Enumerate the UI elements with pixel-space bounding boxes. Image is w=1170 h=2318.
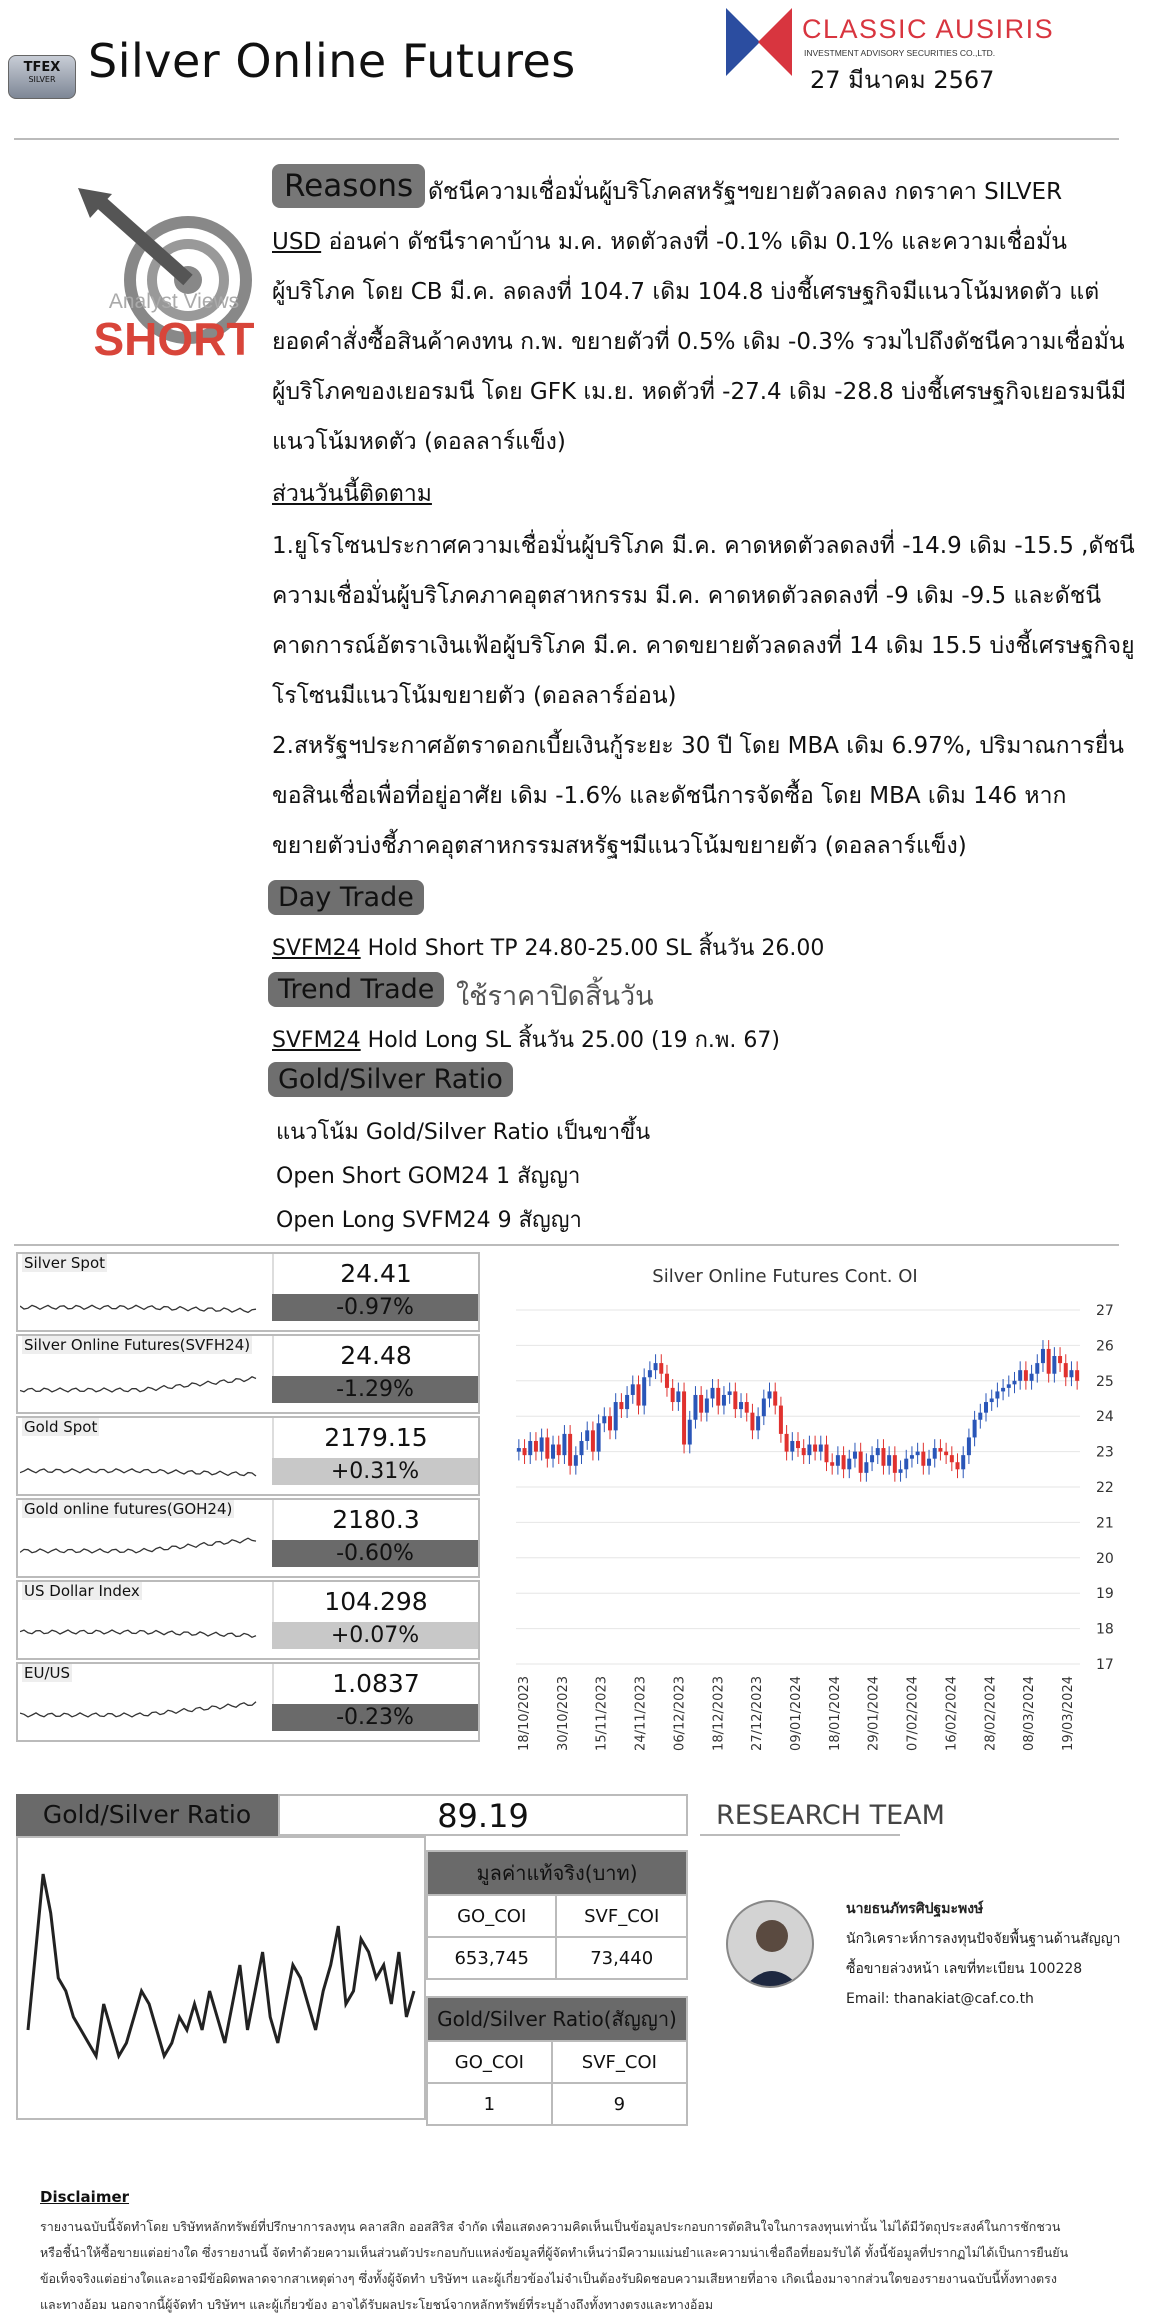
x-tick-label: 18/01/2024 [827,1676,843,1751]
day-trade-tag: Day Trade [268,880,424,915]
x-tick-label: 15/11/2023 [594,1676,610,1751]
candle-body [682,1391,686,1444]
candle-body [1012,1381,1016,1385]
analyst-email[interactable]: Email: thanakiat@caf.co.th [846,1991,1034,2007]
tile-value: 24.41 [272,1254,478,1294]
candle-body [619,1402,623,1409]
follow-line-4: โรโซนมีแนวโน้มขยายตัว (ดอลลาร์อ่อน) [272,683,677,709]
candle-body [562,1434,566,1455]
candle-body [523,1448,527,1455]
candle-body [648,1370,652,1377]
candle-body [819,1445,823,1452]
candle-body [517,1448,521,1452]
candle-body [773,1391,777,1405]
header-divider [14,138,1119,140]
candle-body [625,1395,629,1409]
analyst-license: ซื้อขายล่วงหน้า เลขที่ทะเบียน 100228 [846,1961,1083,1977]
candle-body [779,1406,783,1434]
tile-name: Gold online futures(GOH24) [24,1500,233,1518]
candle-body [961,1455,965,1469]
candle-body [1075,1370,1079,1381]
follow-line-2: ความเชื่อมั่นผู้บริโภคภาคอุตสาหกรรม มี.ค. คาดหดตัวลดลงที่ -9 เดิม -9.5 และดัชนี [272,583,1102,609]
tile-name: EU/US [24,1664,71,1682]
candle-body [921,1452,925,1466]
candle-body [847,1459,851,1470]
candle-body [614,1402,618,1430]
candle-body [728,1391,732,1395]
y-tick-label: 20 [1096,1550,1114,1567]
follow-line-5: 2.สหรัฐฯประกาศอัตราดอกเบี้ยเงินกู้ระยะ 30 ปี โดย MBA เดิม 6.97%, ปริมาณการยื่น [272,733,1125,759]
y-tick-label: 19 [1096,1586,1114,1603]
candle-body [842,1455,846,1469]
candle-body [699,1395,703,1413]
y-tick-label: 22 [1096,1480,1114,1496]
x-tick-label: 24/11/2023 [633,1676,649,1751]
candle-body [1069,1370,1073,1377]
tile-value: 2179.15 [272,1418,478,1458]
candle-body [910,1455,914,1459]
silver-oi-chart [500,1252,1140,1782]
candle-body [1064,1363,1068,1377]
col-svf-coi-2: SVF_COI [552,2041,687,2083]
candle-body [585,1430,589,1441]
candle-body [1030,1374,1034,1381]
candle-body [830,1462,834,1466]
val-go-coi-2: 1 [427,2083,552,2125]
candle-body [602,1416,606,1423]
candle-body [688,1420,692,1445]
candle-body [693,1395,697,1420]
x-tick-label: 18/12/2023 [711,1676,727,1751]
y-tick-label: 21 [1096,1515,1114,1532]
candle-body [824,1445,828,1463]
candle-body [870,1455,874,1462]
candle-body [881,1448,885,1466]
candle-body [733,1391,737,1409]
candle-body [802,1448,806,1455]
reasons-line-5: ผู้บริโภคของเยอรมนี โดย GFK เม.ย. หดตัวที่ -27.4 เดิม -28.8 บ่งชี้เศรษฐกิจเยอรมนีมี [272,379,1127,405]
follow-line-6: ขอสินเชื่อเพื่อที่อยู่อาศัย เดิม -1.6% และดัชนีการจัดซื้อ โดย MBA เดิม 146 หาก [272,783,1067,809]
x-tick-label: 28/02/2024 [983,1676,999,1751]
tile-change: +0.31% [272,1458,478,1485]
ratio-contract-title: Gold/Silver Ratio(สัญญา) [427,1997,687,2041]
candle-body [665,1374,669,1388]
tile-sparkline [20,1680,270,1736]
candle-body [967,1437,971,1455]
y-tick-label: 25 [1096,1373,1114,1390]
candle-body [1041,1349,1045,1363]
brand-logo-icon [726,8,792,76]
col-go-coi-2: GO_COI [427,2041,552,2083]
candle-body [1001,1388,1005,1392]
candle-body [995,1391,999,1398]
candle-body [887,1455,891,1466]
trend-trade-symbol: SVFM24 [272,1028,361,1053]
gs-ratio-line-chart [18,1838,424,2118]
candle-body [1007,1384,1011,1388]
candle-body [853,1452,857,1459]
col-svf-coi: SVF_COI [556,1895,687,1937]
disclaimer-line: และทางอ้อม นอกจากนี้ผู้จัดทำ บริษัทฯ และผู้เกี่ยวข้อง อาจได้รับผลประโยชน์จากหลักทรัพย์ที่ระบุอ้างถึงทั้งทางตรงและทางอ้อม [40,2297,714,2312]
candle-body [973,1420,977,1438]
x-tick-label: 07/02/2024 [905,1676,921,1751]
candle-body [545,1437,549,1458]
candle-body [705,1399,709,1413]
candle-body [534,1441,538,1452]
research-info [846,1894,1121,2014]
candle-body [528,1441,532,1455]
follow-line-3: คาดการณ์อัตราเงินเฟ้อผู้บริโภค มี.ค. คาดขยายตัวลดลงที่ 14 เดิม 15.5 บ่งชี้เศรษฐกิจยู [272,633,1135,659]
gs-ratio-line-2: Open Short GOM24 1 สัญญา [276,1164,581,1189]
reasons-line-3: ผู้บริโภค โดย CB มี.ค. ลดลงที่ 104.7 เดิม 104.8 บ่งชี้เศรษฐกิจมีแนวโน้มหดตัว แต่ [272,279,1100,305]
trend-trade-tag: Trend Trade [268,972,444,1007]
y-tick-label: 18 [1096,1621,1114,1638]
candle-body [944,1452,948,1456]
chart-title: Silver Online Futures Cont. OI [652,1266,918,1287]
candle-body [859,1452,863,1473]
disclaimer-title: Disclaimer [40,2188,130,2206]
candle-body [551,1445,555,1459]
candle-body [739,1402,743,1409]
tile-change: -0.23% [272,1704,478,1731]
x-tick-label: 09/01/2024 [789,1676,804,1751]
candle-body [1024,1370,1028,1381]
candle-body [676,1391,680,1402]
candle-body [711,1388,715,1399]
tile-sparkline [20,1352,270,1408]
candle-body [574,1455,578,1466]
tile-name: US Dollar Index [24,1582,140,1600]
page-title: Silver Online Futures [88,34,576,88]
candle-body [893,1455,897,1473]
candle-body [933,1448,937,1459]
market-tile [16,1662,480,1742]
x-tick-label: 16/02/2024 [944,1676,960,1751]
market-tile [16,1252,480,1332]
x-tick-label: 06/12/2023 [672,1676,688,1751]
tfex-badge: TFEX SILVER [8,55,76,99]
trend-trade-text: Hold Long SL สิ้นวัน 25.00 (19 ก.พ. 67) [367,1028,780,1053]
candle-body [864,1462,868,1473]
market-tile [16,1416,480,1496]
actual-value-title: มูลค่าแท้จริง(บาท) [427,1851,687,1895]
candle-body [813,1445,817,1452]
research-team-label: RESEARCH TEAM [716,1800,945,1831]
analyst-avatar [726,1900,814,1988]
tile-value: 104.298 [272,1582,478,1622]
candle-body [750,1413,754,1431]
gs-ratio-line [28,1874,414,2056]
candle-body [978,1413,982,1420]
y-tick-label: 26 [1096,1338,1114,1355]
candle-body [1018,1370,1022,1381]
tile-change: +0.07% [272,1622,478,1649]
market-tile [16,1334,480,1414]
disclaimer-text [40,2214,1140,2318]
candle-body [984,1402,988,1413]
y-tick-label: 24 [1096,1409,1114,1426]
candle-body [568,1434,572,1466]
candle-body [790,1441,794,1452]
brand-subtitle: INVESTMENT ADVISORY SECURITIES CO.,LTD. [804,48,996,58]
candle-body [636,1384,640,1405]
candle-body [956,1462,960,1469]
ratio-contract-table [426,1996,688,2126]
analyst-views-label: Analyst Views [108,290,240,313]
market-tile [16,1580,480,1660]
x-tick-label: 30/10/2023 [555,1676,571,1751]
gs-ratio-tag: Gold/Silver Ratio [268,1062,513,1097]
reasons-tag: Reasons [272,164,425,208]
candle-body [876,1448,880,1455]
candle-body [796,1441,800,1448]
candle-body [557,1445,561,1456]
col-go-coi: GO_COI [427,1895,556,1937]
candle-body [938,1448,942,1452]
candle-body [631,1384,635,1395]
x-tick-label: 08/03/2024 [1022,1676,1038,1751]
trend-trade-note: ใช้ราคาปิดสิ้นวัน [456,981,654,1012]
val-go-coi: 653,745 [427,1937,556,1979]
analyst-name: นายธนภัทรศิปฐมะพงษ์ [846,1901,984,1917]
tile-value: 2180.3 [272,1500,478,1540]
section-divider [14,1244,1119,1246]
candle-body [950,1455,954,1462]
val-svf-coi-2: 9 [552,2083,687,2125]
candle-body [659,1363,663,1374]
x-tick-label: 29/01/2024 [866,1676,882,1751]
actual-value-table [426,1850,688,1980]
val-svf-coi: 73,440 [556,1937,687,1979]
candle-body [722,1395,726,1406]
candle-body [540,1437,544,1451]
candle-body [745,1402,749,1413]
candle-body [608,1416,612,1430]
y-tick-label: 27 [1096,1303,1114,1319]
tile-value: 1.0837 [272,1664,478,1704]
tile-value: 24.48 [272,1336,478,1376]
candle-body [671,1388,675,1402]
tile-name: Silver Online Futures(SVFH24) [24,1336,251,1354]
ratio-bar-value: 89.19 [278,1794,688,1836]
disclaimer-line: รายงานฉบับนี้จัดทำโดย บริษัทหลักทรัพย์ที่ปรึกษาการลงทุน คลาสสิก ออสสิริส จำกัด เพื่อแสดงความคิดเห็นเป็นข้อมูลประกอบการตัดสินใจในการลงทุนเท่านั้น ไม่ได้มีวัตถุประสงค์ในการชักชวน [40,2219,1061,2234]
tile-change: -0.60% [272,1540,478,1567]
research-divider [700,1834,900,1836]
follow-title: ส่วนวันนี้ติดตาม [272,481,432,507]
reasons-line-1: ดัชนีความเชื่อมั่นผู้บริโภคสหรัฐฯขยายตัวลดลง กดราคา SILVER [428,179,1063,205]
candle-body [580,1441,584,1455]
candle-body [768,1391,772,1398]
x-tick-label: 19/03/2024 [1061,1676,1076,1751]
tile-sparkline [20,1516,270,1572]
day-trade-symbol: SVFM24 [272,936,361,961]
candle-body [916,1452,920,1456]
candle-body [591,1430,595,1451]
candle-body [807,1445,811,1456]
analyst-view-short: SHORT [93,313,255,365]
candle-body [785,1434,789,1452]
analyst-role: นักวิเคราะห์การลงทุนปัจจัยพื้นฐานด้านสัญญา [846,1931,1121,1947]
candle-body [597,1423,601,1451]
tile-sparkline [20,1434,270,1490]
reasons-line-6: แนวโน้มหดตัว (ดอลลาร์แข็ง) [272,429,566,455]
tile-sparkline [20,1270,270,1326]
disclaimer-line: หรือชี้นำให้ซื้อขายแต่อย่างใด ซึ่งรายงานนี้ จัดทำด้วยความเห็นส่วนตัวประกอบกับแหล่งข้อมูลที่ผู้จัดทำเห็นว่ามีความแม่นยำและความน่าเชื่อถือที่ยอมรับได้ ทั้งนี้ข้อมูลที่ปรากฏไม่ได้เป็นการยืนยัน [40,2245,1069,2260]
candle-body [716,1388,720,1406]
market-tile [16,1498,480,1578]
gs-ratio-line-3: Open Long SVFM24 9 สัญญา [276,1208,582,1233]
candle-body [1058,1356,1062,1363]
x-tick-label: 18/10/2023 [517,1676,532,1751]
ratio-bar-label: Gold/Silver Ratio [16,1794,278,1836]
gs-ratio-line-1: แนวโน้ม Gold/Silver Ratio เป็นขาขึ้น [276,1120,651,1145]
candle-body [899,1469,903,1473]
candle-body [762,1399,766,1417]
reasons-line-4: ยอดคำสั่งซื้อสินค้าคงทน ก.พ. ขยายตัวที่ 0.5% เดิม -0.3% รวมไปถึงดัชนีความเชื่อมั่น [272,329,1125,355]
candle-body [904,1459,908,1470]
candle-body [1047,1349,1051,1374]
reasons-line-2: อ่อนค่า ดัชนีราคาบ้าน ม.ค. หดตัวลงที่ -0.1% เดิม 0.1% และความเชื่อมั่น [328,229,1067,255]
candle-body [990,1399,994,1403]
x-tick-label: 27/12/2023 [750,1676,766,1751]
candle-body [756,1416,760,1430]
candle-body [1035,1363,1039,1374]
y-tick-label: 17 [1096,1657,1114,1673]
follow-line-1: 1.ยูโรโซนประกาศความเชื่อมั่นผู้บริโภค มี.ค. คาดหดตัวลดลงที่ -14.9 เดิม -15.5 ,ดัชนี [272,533,1135,559]
tile-name: Gold Spot [24,1418,98,1436]
candle-body [1052,1356,1056,1374]
tile-change: -0.97% [272,1294,478,1321]
candle-body [927,1459,931,1466]
day-trade-text: Hold Short TP 24.80-25.00 SL สิ้นวัน 26.00 [367,936,825,961]
report-date: 27 มีนาคม 2567 [810,66,995,94]
tile-name: Silver Spot [24,1254,105,1272]
candle-body [654,1363,658,1370]
candle-body [836,1455,840,1466]
usd-link: USD [272,229,322,255]
tile-change: -1.29% [272,1376,478,1403]
disclaimer-line: ข้อเท็จจริงแต่อย่างใดและอาจมีข้อผิดพลาดจากสาเหตุต่างๆ ซึ่งทั้งผู้จัดทำ บริษัทฯ และผู้เกี่ยวข้องไม่จำเป็นต้องรับผิดชอบความเสียหายที่อาจ เกิดเนื่องมาจากส่วนใดของรายงานฉบับนี้ทั้งทางตรง [40,2271,1057,2286]
candle-body [642,1377,646,1405]
tile-sparkline [20,1598,270,1654]
y-tick-label: 23 [1096,1444,1114,1461]
brand-name: CLASSIC AUSIRIS [802,14,1055,44]
follow-line-7: ขยายตัวบ่งชี้ภาคอุตสาหกรรมสหรัฐฯมีแนวโน้มขยายตัว (ดอลลาร์แข็ง) [272,833,967,859]
